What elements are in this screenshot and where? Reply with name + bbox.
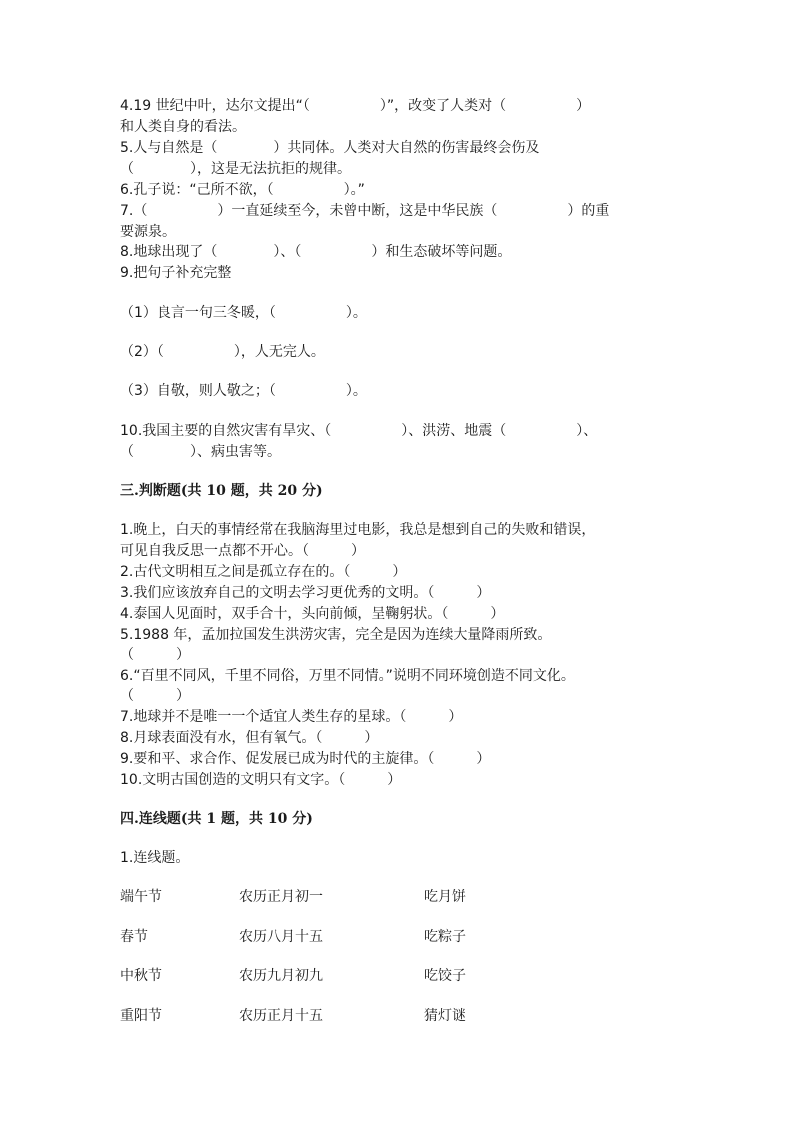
judge-q9: 9.要和平、求合作、促发展已成为时代的主旋律。（ ） xyxy=(120,751,491,767)
fill-q8: 8.地球出现了（ ）、（ ）和生态破坏等问题。 xyxy=(120,244,512,260)
fill-q9: 9.把句子补充完整 xyxy=(120,265,232,281)
festival-custom: 吃饺子 xyxy=(424,968,466,984)
fill-q9-sub2: （2）（ ），人无完人。 xyxy=(120,344,325,360)
judge-q10: 10.文明古国创造的文明只有文字。（ ） xyxy=(120,772,402,788)
fill-q5-line2: （ ），这是无法抗拒的规律。 xyxy=(120,161,351,177)
festival-name: 端午节 xyxy=(120,889,162,905)
fill-q9-sub3: （3）自敬，则人敬之；（ ）。 xyxy=(120,383,367,399)
festival-name: 春节 xyxy=(120,929,148,945)
judge-q4: 4.泰国人见面时，双手合十，头向前倾，呈鞠躬状。（ ） xyxy=(120,606,505,622)
match-heading: 四.连线题(共 1 题，共 10 分) xyxy=(120,811,313,827)
fill-q9-sub1: （1）良言一句三冬暖，（ ）。 xyxy=(120,305,367,321)
judge-q1-line2: 可见自我反思一点都不开心。（ ） xyxy=(120,543,365,559)
festival-date: 农历八月十五 xyxy=(239,929,323,945)
judge-q3: 3.我们应该放弃自己的文明去学习更优秀的文明。（ ） xyxy=(120,585,491,601)
fill-q7-line1: 7.（ ）一直延续至今，未曾中断，这是中华民族（ ）的重 xyxy=(120,203,610,219)
festival-custom: 猜灯谜 xyxy=(424,1008,466,1024)
festival-date: 农历九月初九 xyxy=(239,968,323,984)
festival-name: 重阳节 xyxy=(120,1008,162,1024)
judge-q2: 2.古代文明相互之间是孤立存在的。（ ） xyxy=(120,564,407,580)
judge-q8: 8.月球表面没有水，但有氧气。（ ） xyxy=(120,730,379,746)
judge-q5-line1: 5.1988 年，孟加拉国发生洪涝灾害，完全是因为连续大量降雨所致。 xyxy=(120,627,552,643)
festival-custom: 吃月饼 xyxy=(424,889,466,905)
fill-q5-line1: 5.人与自然是（ ）共同体。人类对大自然的伤害最终会伤及 xyxy=(120,140,540,156)
fill-q10-line1: 10.我国主要的自然灾害有旱灾、（ ）、洪涝、地震（ ）、 xyxy=(120,423,598,439)
judge-q7: 7.地球并不是唯一一个适宜人类生存的星球。（ ） xyxy=(120,709,463,725)
judge-q5-line2: （ ） xyxy=(120,647,190,663)
judge-q1-line1: 1.晚上，白天的事情经常在我脑海里过电影，我总是想到自己的失败和错误， xyxy=(120,522,596,538)
fill-q7-line2: 要源泉。 xyxy=(120,224,176,240)
match-question: 1.连线题。 xyxy=(120,850,190,866)
festival-custom: 吃粽子 xyxy=(424,929,466,945)
festival-name: 中秋节 xyxy=(120,968,162,984)
judge-heading: 三.判断题(共 10 题，共 20 分) xyxy=(120,483,323,499)
fill-q4-line2: 和人类自身的看法。 xyxy=(120,119,246,135)
fill-q6: 6.孔子说：“己所不欲，（ ）。” xyxy=(120,182,365,198)
fill-q4-line1: 4.19 世纪中叶，达尔文提出“（ ）”，改变了人类对（ ） xyxy=(120,98,591,114)
judge-q6-line1: 6.“百里不同风，千里不同俗，万里不同情。”说明不同环境创造不同文化。 xyxy=(120,668,575,684)
festival-date: 农历正月初一 xyxy=(239,889,323,905)
festival-date: 农历正月十五 xyxy=(239,1008,323,1024)
judge-q6-line2: （ ） xyxy=(120,688,190,704)
fill-q10-line2: （ ）、病虫害等。 xyxy=(120,444,281,460)
